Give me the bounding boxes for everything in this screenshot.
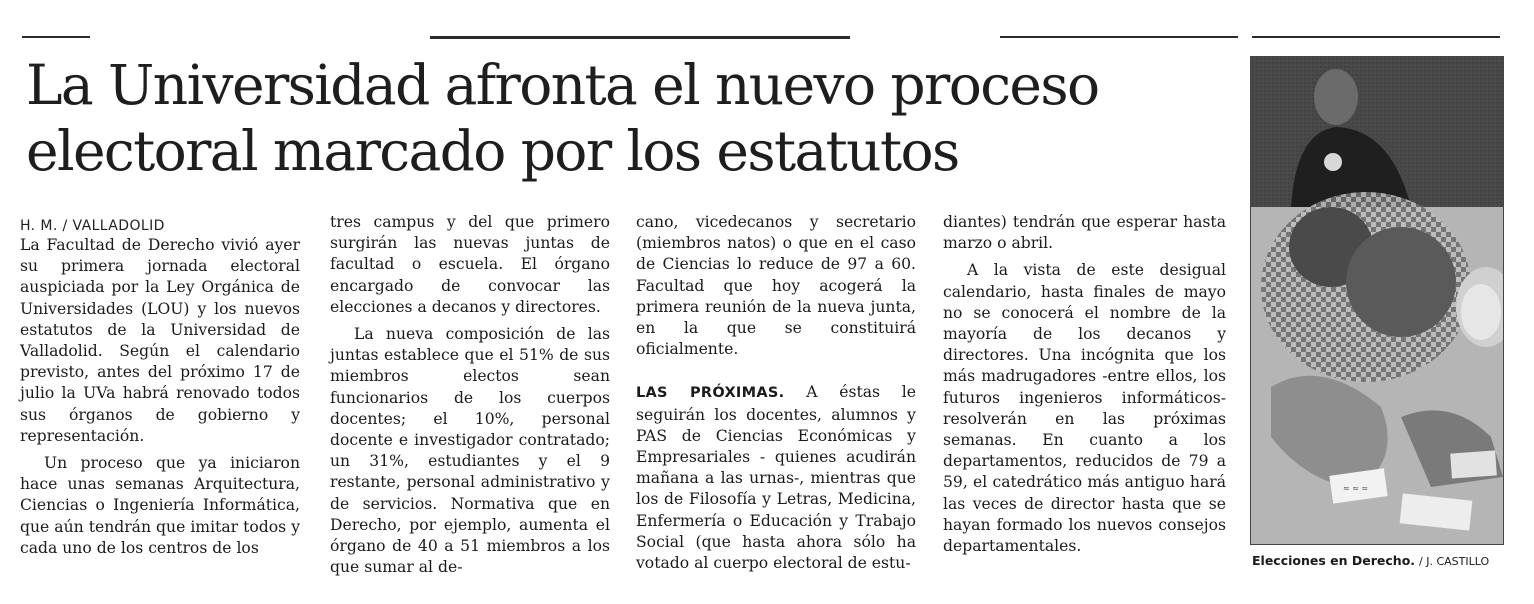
paragraph-intro: La Facultad de Derecho vivió ayer su primera jornada electoral auspiciada por la Ley Orgánica de Universidades (LOU) y los nuevos estatutos de la Universidad de Valladolid. Según el calendario previsto, antes del próximo 17 de julio la UVa habrá renovado todos sus órganos de gobierno y representación. <box>20 236 300 445</box>
article-column-3 <box>636 212 916 574</box>
paragraph-students: diantes) tendrán que esperar hasta marzo o abril. <box>943 213 1226 253</box>
news-photo-image <box>1251 57 1503 544</box>
headline <box>26 52 1236 184</box>
paragraph-calendar: A la vista de este desigual calendario, hasta finales de mayo no se conocerá el nombre de la mayoría de los decanos y directores. Una incógnita que los más madrugadores -entre ellos, los futuros ingenieros informáticos- resolverán en las próximas semanas. En cuanto a los departamentos, reducidos de 79 a 59, el catedrático más antiguo hará las veces de director hasta que se hayan formado los nuevos consejos departamentales. <box>943 261 1226 556</box>
byline: H. M. / VALLADOLID <box>20 218 165 234</box>
article-column-4 <box>943 212 1226 557</box>
top-rule-photo <box>1252 36 1500 38</box>
paragraph-next-text: A éstas le seguirán los docentes, alumnos y PAS de Ciencias Económicas y Empresariales - quienes acudirán mañana a las urnas-, mientras que los de Filosofía y Letras, Medicina, Enfermería o Educación y Trabajo Social (que hasta ahora sólo ha votado al cuerpo electoral de estu- <box>636 383 916 573</box>
paragraph-next <box>636 382 916 574</box>
paragraph-composition: La nueva composición de las juntas establece que el 51% de sus miembros electos sean funcionarios de los cuerpos docentes; el 10%, personal docente e investigador contratado; un 31%, estudiantes y el 9 restante, personal administrativo y de servicios. Normativa que en Derecho, por ejemplo, aumenta el órgano de 40 a 51 miembros a los que sumar al de- <box>330 325 610 577</box>
top-rule-left <box>22 36 90 38</box>
news-photo <box>1250 56 1504 545</box>
headline-line-1: La Universidad afronta el nuevo proceso <box>26 53 1099 117</box>
photo-caption <box>1252 553 1489 568</box>
headline-line-2: electoral marcado por los estatutos <box>26 119 959 183</box>
paragraph-process: Un proceso que ya iniciaron hace unas semanas Arquitectura, Ciencias o Ingeniería Informática, que aún tendrán que imitar todos y cada uno de los centros de los <box>20 454 300 557</box>
article-column-1 <box>20 235 300 559</box>
top-rule-right <box>1000 36 1238 38</box>
paragraph-dean: cano, vicedecanos y secretario (miembros natos) o que en el caso de Ciencias lo reduce de 97 a 60. Facultad que hoy acogerá la primera reunión de la nueva junta, en la que se constituirá oficialmente. <box>636 213 916 359</box>
top-rule-middle <box>430 36 850 39</box>
article-column-2 <box>330 212 610 578</box>
subhead-las-proximas: LAS PRÓXIMAS. <box>636 385 785 402</box>
photo-credit: / J. CASTILLO <box>1419 555 1490 568</box>
paragraph-campus: tres campus y del que primero surgirán las nuevas juntas de facultad o escuela. El órgano encargado de convocar las elecciones a decanos y directores. <box>330 213 610 316</box>
photo-caption-title: Elecciones en Derecho. <box>1252 553 1416 568</box>
svg-text:≈ ≈ ≈: ≈ ≈ ≈ <box>1343 484 1369 493</box>
